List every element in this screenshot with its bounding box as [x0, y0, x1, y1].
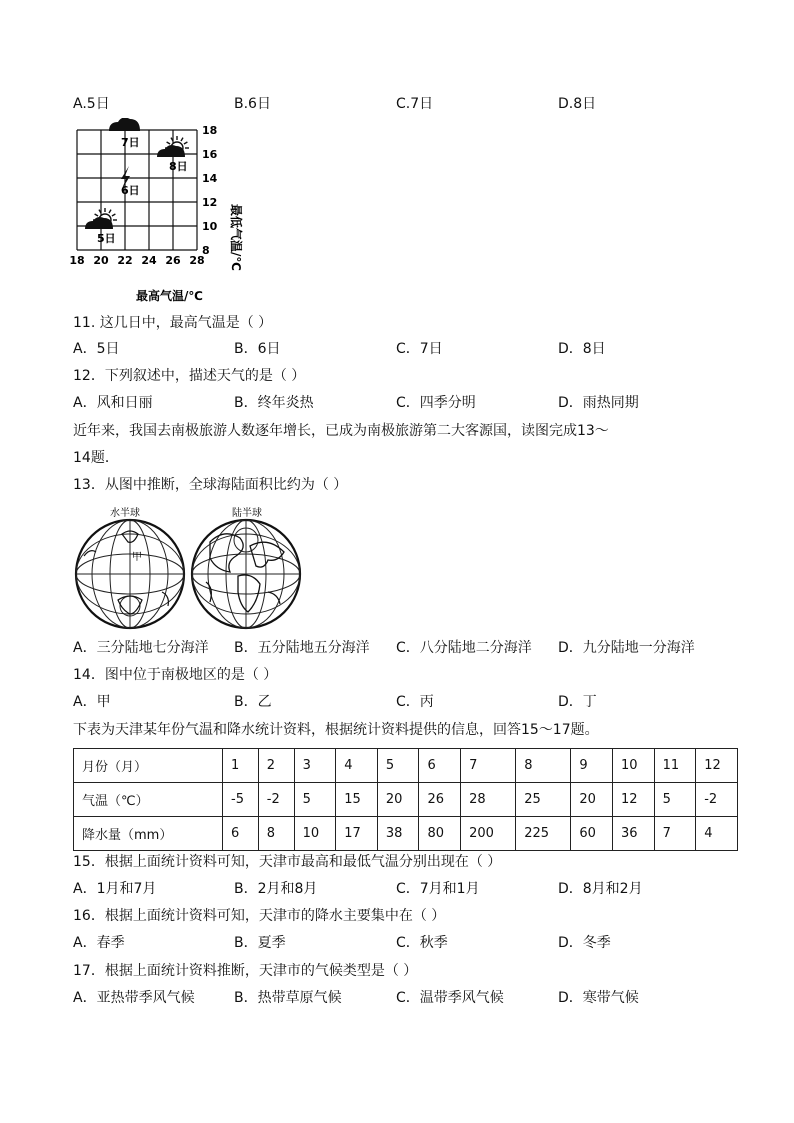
q10-option-d[interactable]: D.8日 [558, 96, 597, 112]
q10-option-a[interactable]: A.5日 [73, 96, 110, 112]
q13-option-b[interactable]: B．五分陆地五分海洋 [234, 640, 370, 656]
q17-stem: 17．根据上面统计资料推断，天津市的气候类型是（ ） [73, 963, 418, 979]
table-header-month: 月份（月） [74, 749, 223, 783]
table-cell: 4 [336, 749, 378, 783]
table-cell: 2 [258, 749, 294, 783]
q12-option-b[interactable]: B．终年炎热 [234, 395, 314, 411]
table-cell: 8 [258, 817, 294, 851]
q14-option-d[interactable]: D．丁 [558, 694, 597, 710]
q17-option-b[interactable]: B．热带草原气候 [234, 990, 342, 1006]
q15-option-b[interactable]: B．2月和8月 [234, 881, 318, 897]
q17-option-a[interactable]: A．亚热带季风气候 [73, 990, 195, 1006]
table-cell: 80 [419, 817, 461, 851]
weather-chart [60, 118, 250, 308]
table-cell: 26 [419, 783, 461, 817]
table-cell: 25 [516, 783, 571, 817]
q14-option-c[interactable]: C．丙 [396, 694, 434, 710]
land-hemisphere-title: 陆半球 [232, 508, 262, 519]
water-hemisphere-title: 水半球 [110, 508, 140, 519]
y-tick-label: 10 [202, 220, 218, 233]
x-tick-labels [69, 254, 204, 267]
q12-option-a[interactable]: A．风和日丽 [73, 395, 153, 411]
q14-option-a[interactable]: A．甲 [73, 694, 111, 710]
table-cell: 12 [612, 783, 654, 817]
q12-option-c[interactable]: C．四季分明 [396, 395, 476, 411]
x-tick-label: 28 [189, 254, 205, 267]
table-cell: 8 [516, 749, 571, 783]
y-tick-label: 16 [202, 148, 218, 161]
table-cell: 6 [223, 817, 259, 851]
table-header-precipitation: 降水量（mm） [74, 817, 223, 851]
table-cell: 1 [223, 749, 259, 783]
passage-2: 下表为天津某年份气温和降水统计资料，根据统计资料提供的信息，回答15～17题。 [73, 722, 599, 738]
q17-option-d[interactable]: D．寒带气候 [558, 990, 639, 1006]
table-cell: 60 [571, 817, 613, 851]
table-cell: 36 [612, 817, 654, 851]
table-cell: 10 [612, 749, 654, 783]
q13-stem: 13．从图中推断，全球海陆面积比约为（ ） [73, 477, 348, 493]
q16-option-c[interactable]: C．秋季 [396, 935, 448, 951]
table-row-precipitation [74, 817, 738, 851]
x-tick-label: 24 [141, 254, 157, 267]
table-cell: 6 [419, 749, 461, 783]
table-cell: 4 [696, 817, 738, 851]
q13-option-a[interactable]: A．三分陆地七分海洋 [73, 640, 209, 656]
q16-option-a[interactable]: A．春季 [73, 935, 125, 951]
point-label: 5日 [97, 232, 116, 245]
passage-1-line-2: 14题． [73, 450, 119, 466]
q11-option-a[interactable]: A．5日 [73, 341, 120, 357]
x-axis-label: 最高气温/℃ [136, 289, 203, 303]
q16-stem: 16．根据上面统计资料可知，天津市的降水主要集中在（ ） [73, 908, 446, 924]
table-row-month [74, 749, 738, 783]
table-cell: 225 [516, 817, 571, 851]
cloud-icon [109, 118, 140, 131]
q15-option-d[interactable]: D．8月和2月 [558, 881, 643, 897]
q12-option-d[interactable]: D．雨热同期 [558, 395, 639, 411]
table-cell: 5 [654, 783, 696, 817]
y-tick-labels [202, 124, 218, 257]
q17-option-c[interactable]: C．温带季风气候 [396, 990, 504, 1006]
table-cell: 20 [377, 783, 419, 817]
table-cell: 5 [294, 783, 336, 817]
hemisphere-globes [70, 502, 310, 630]
q12-stem: 12．下列叙述中，描述天气的是（ ） [73, 368, 306, 384]
table-cell: 200 [461, 817, 516, 851]
table-cell: 5 [377, 749, 419, 783]
point-label: 7日 [121, 136, 140, 149]
table-cell: -2 [696, 783, 738, 817]
x-tick-label: 26 [165, 254, 181, 267]
q13-option-c[interactable]: C．八分陆地二分海洋 [396, 640, 532, 656]
q11-option-c[interactable]: C．7日 [396, 341, 443, 357]
passage-1-line-1: 近年来，我国去南极旅游人数逐年增长，已成为南极旅游第二大客源国，读图完成13～ [73, 423, 609, 439]
q14-option-b[interactable]: B．乙 [234, 694, 272, 710]
y-tick-label: 14 [202, 172, 218, 185]
q11-option-d[interactable]: D．8日 [558, 341, 606, 357]
table-cell: 17 [336, 817, 378, 851]
y-tick-label: 18 [202, 124, 218, 137]
water-hemisphere-globe [76, 506, 184, 628]
q14-stem: 14．图中位于南极地区的是（ ） [73, 667, 278, 683]
table-cell: 7 [654, 817, 696, 851]
table-cell: 28 [461, 783, 516, 817]
q15-option-c[interactable]: C．7月和1月 [396, 881, 480, 897]
table-cell: 12 [696, 749, 738, 783]
table-cell: 7 [461, 749, 516, 783]
q10-option-b[interactable]: B.6日 [234, 96, 271, 112]
land-hemisphere-globe [192, 506, 300, 628]
q16-option-b[interactable]: B．夏季 [234, 935, 286, 951]
table-cell: 10 [294, 817, 336, 851]
y-tick-label: 8 [202, 244, 210, 257]
point-label: 8日 [169, 160, 188, 173]
chart-point [121, 166, 140, 197]
q11-option-b[interactable]: B．6日 [234, 341, 281, 357]
q16-option-d[interactable]: D．冬季 [558, 935, 611, 951]
x-tick-label: 20 [93, 254, 109, 267]
q15-stem: 15．根据上面统计资料可知，天津市最高和最低气温分别出现在（ ） [73, 854, 502, 870]
tianjin-climate-table [73, 748, 738, 851]
globe-mark-jia: 甲 [132, 552, 142, 563]
q13-option-d[interactable]: D．九分陆地一分海洋 [558, 640, 695, 656]
table-row-temperature [74, 783, 738, 817]
table-cell: 20 [571, 783, 613, 817]
table-header-temperature: 气温（℃） [74, 783, 223, 817]
point-label: 6日 [121, 184, 140, 197]
q11-stem: 11. 这几日中，最高气温是（ ） [73, 315, 273, 331]
x-tick-label: 22 [117, 254, 133, 267]
x-tick-label: 18 [69, 254, 85, 267]
table-cell: 9 [571, 749, 613, 783]
y-tick-label: 12 [202, 196, 218, 209]
table-cell: 38 [377, 817, 419, 851]
table-cell: -5 [223, 783, 259, 817]
table-cell: -2 [258, 783, 294, 817]
table-cell: 3 [294, 749, 336, 783]
y-axis-label: 最低气温/℃ [229, 204, 243, 271]
q15-option-a[interactable]: A．1月和7月 [73, 881, 157, 897]
table-cell: 11 [654, 749, 696, 783]
q10-option-c[interactable]: C.7日 [396, 96, 434, 112]
table-cell: 15 [336, 783, 378, 817]
